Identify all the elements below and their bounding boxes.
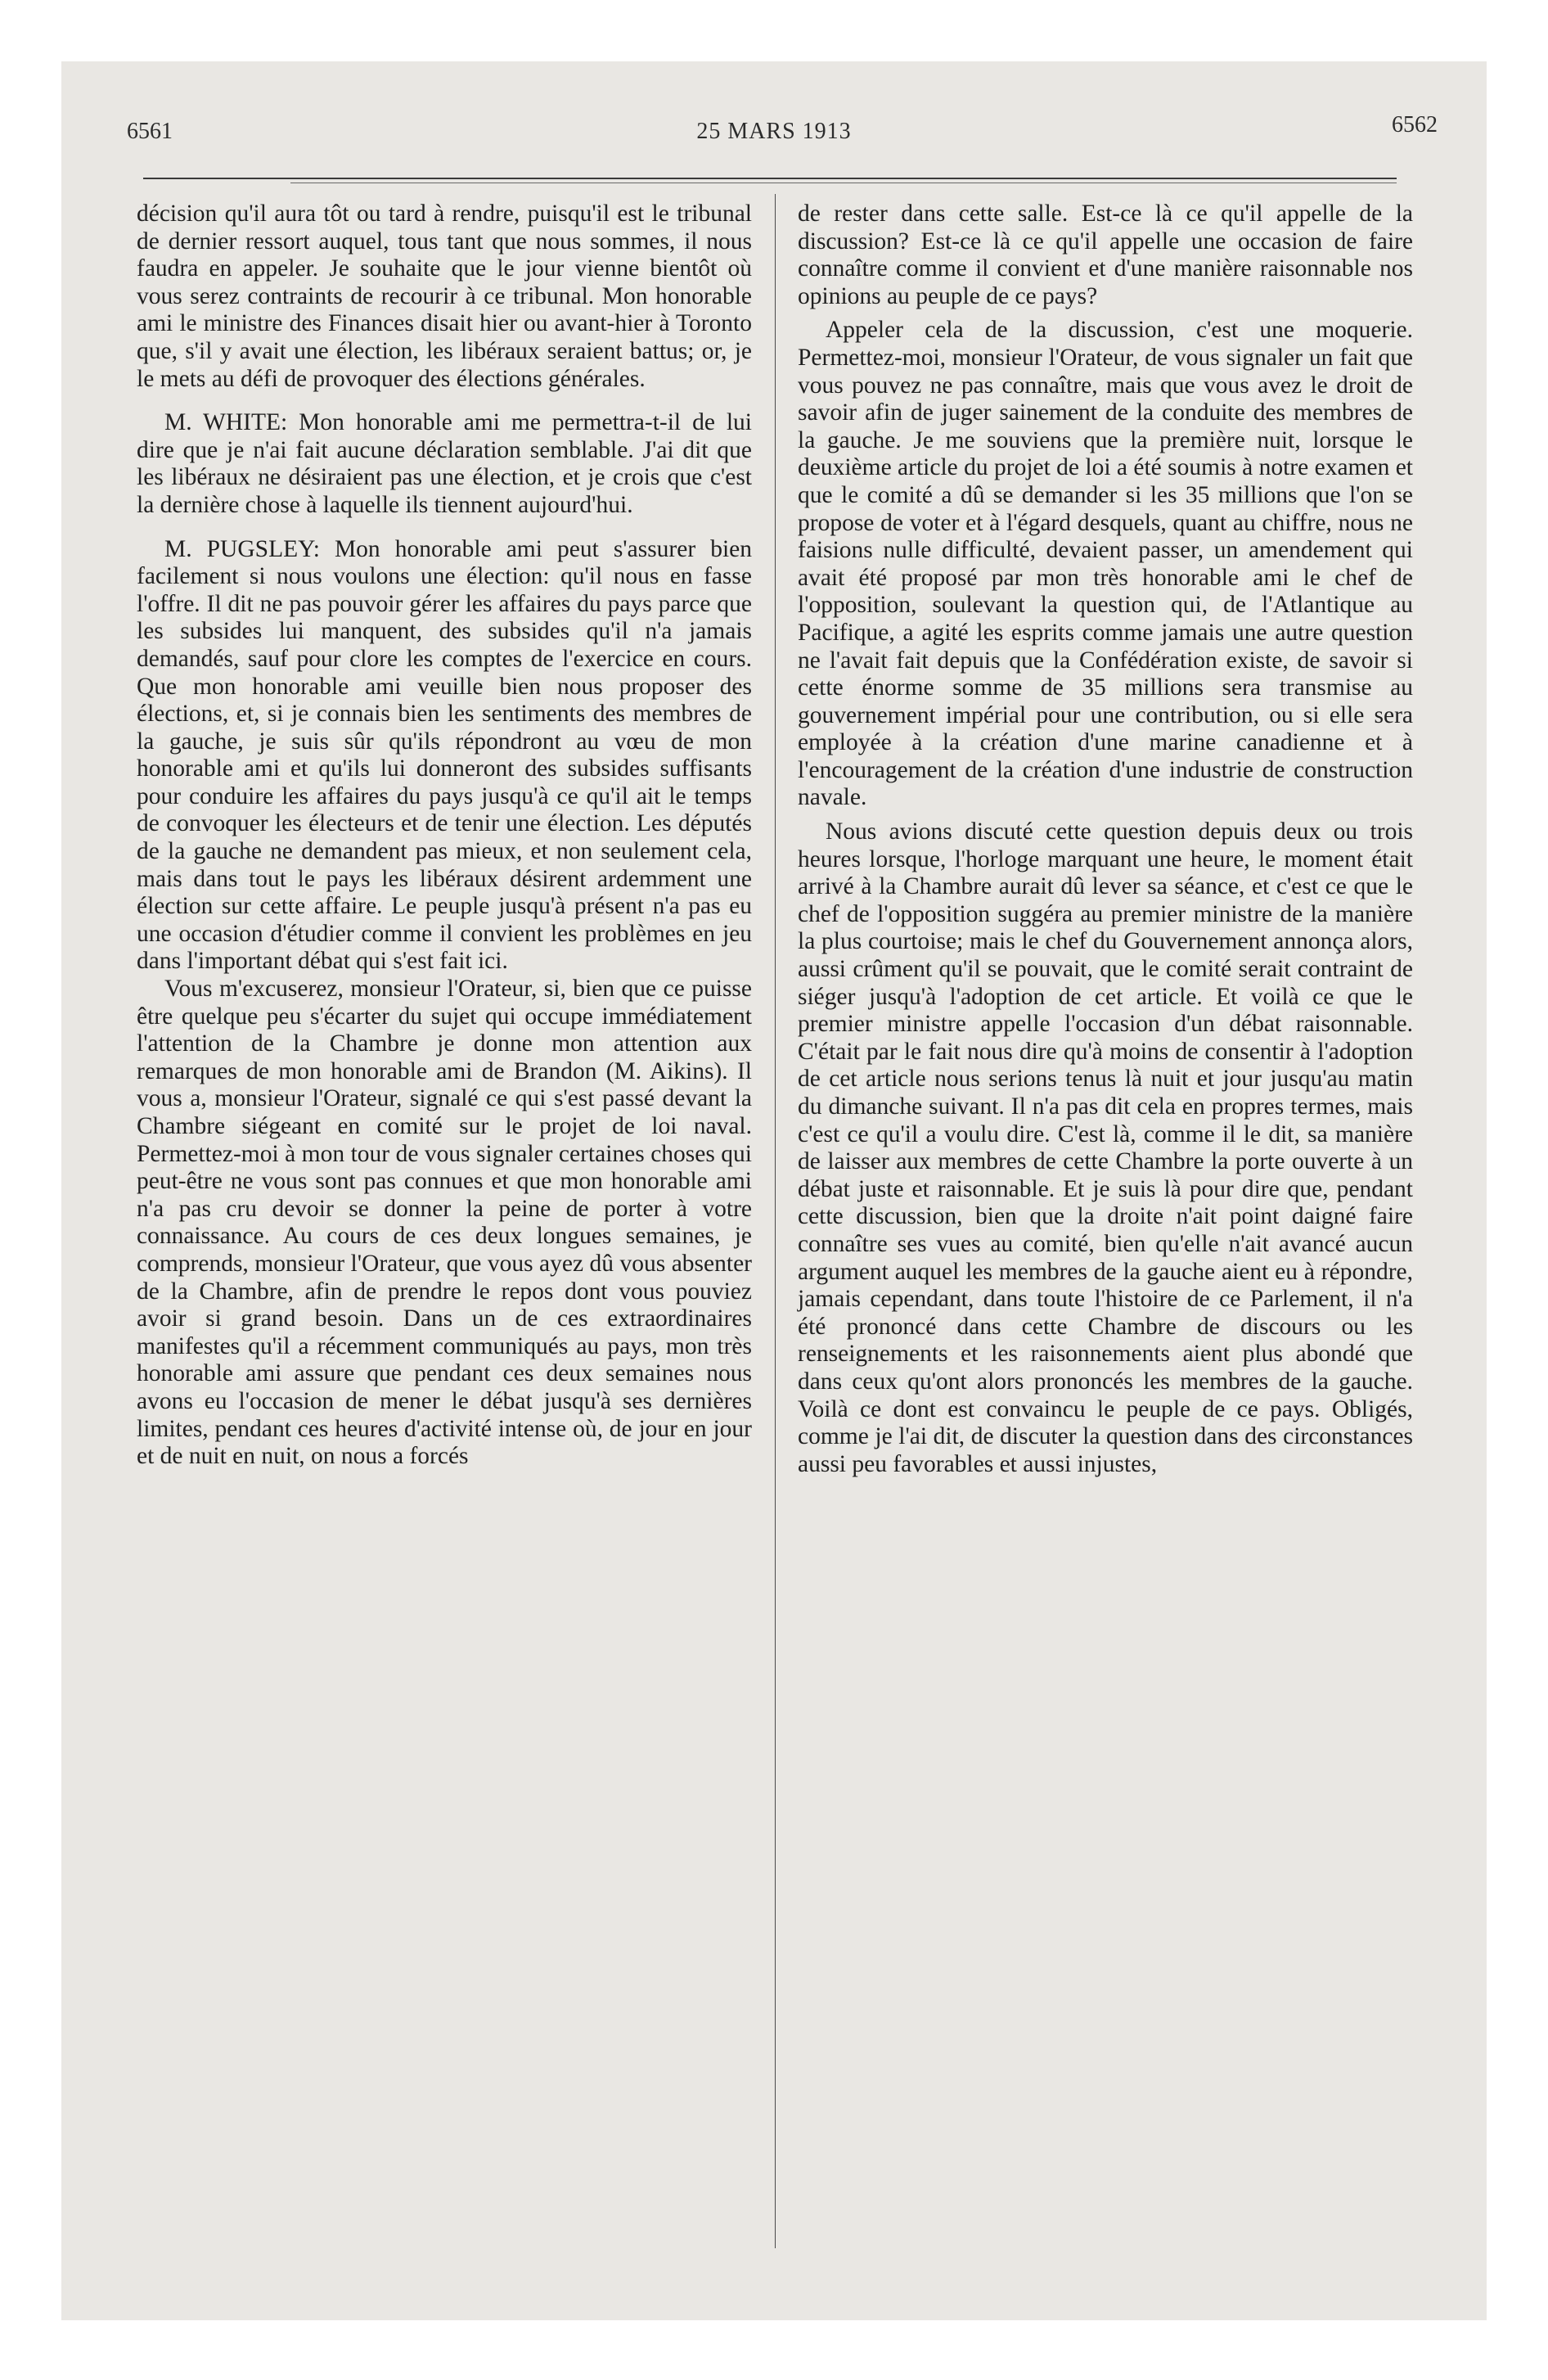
paragraph: décision qu'il aura tôt ou tard à rendre, puisqu'il est le tribunal de dernier ressort auquel, tous tant que nous sommes, il nous faudra en appeler. Je souhaite que le jour vienne bientôt où vous serez contraints de recourir à ce tribunal. Mon honorable ami le ministre des Finances disait hier ou avant-hier à Toronto que, s'il y avait une élection, les libéraux seraient battus; or, je le mets au défi de provoquer des élections générales. [137, 201, 752, 392]
header-rule [143, 178, 1397, 179]
page-number-left: 6561 [127, 119, 173, 144]
page-header [94, 112, 1454, 151]
left-column [137, 201, 752, 1471]
paragraph: M. PUGSLEY: Mon honorable ami peut s'assurer bien facilement si nous voulons une élection: qu'il nous en fasse l'offre. Il dit ne pas pouvoir gérer les affaires du pays parce que les subsides lui manquent, des subsides qu'il n'a jamais demandés, sauf pour clore les comptes de l'exercice en cours. Que mon honorable ami veuille bien nous proposer des élections, et, si je connais bien les sentiments des membres de la gauche, je suis sûr qu'ils répondront au vœu de mon honorable ami et qu'ils lui donneront des subsides suffisants pour conduire les affaires du pays jusqu'à ce qu'il ait le temps de convoquer les électeurs et de tenir une élection. Les députés de la gauche ne demandent pas mieux, et non seulement cela, mais dans tout le pays les libéraux désirent ardemment une élection sur cette affaire. Le peuple jusqu'à présent n'a pas eu une occasion d'étudier comme il convient les problèmes en jeu dans l'important débat qui s'est fait ici. [137, 535, 752, 975]
scanned-page [61, 61, 1487, 2320]
paragraph: M. WHITE: Mon honorable ami me permettra-t-il de lui dire que je n'ai fait aucune déclaration semblable. J'ai dit que les libéraux ne désiraient pas une élection, et je crois que c'est la dernière chose à laquelle ils tiennent aujourd'hui. [137, 409, 752, 518]
page-number-right: 6562 [1392, 112, 1438, 137]
page-date: 25 MARS 1913 [696, 119, 852, 144]
paragraph: de rester dans cette salle. Est-ce là ce qu'il appelle de la discussion? Est-ce là ce qu'il appelle une occasion de faire connaître comme il convient et d'une manière raisonnable nos opinions au peuple de ce pays? [798, 201, 1413, 309]
right-column [798, 201, 1413, 1478]
paragraph: Vous m'excuserez, monsieur l'Orateur, si, bien que ce puisse être quelque peu s'écarter du sujet qui occupe immédiatement l'attention de la Chambre je donne mon attention aux remarques de mon honorable ami de Brandon (M. Aikins). Il vous a, monsieur l'Orateur, signalé ce qui s'est passé devant la Chambre siégeant en comité sur le projet de loi naval. Permettez-moi à mon tour de vous signaler certaines choses qui peut-être ne vous sont pas connues et que mon honorable ami n'a pas cru devoir se donner la peine de porter à votre connaissance. Au cours de ces deux longues semaines, je comprends, monsieur l'Orateur, que vous ayez dû vous absenter de la Chambre, afin de prendre le repos dont vous pouviez avoir si grand besoin. Dans un de ces extraordinaires manifestes qu'il a récemment communiqués au pays, mon très honorable ami assure que pendant ces deux semaines nous avons eu l'occasion de mener le débat jusqu'à ses dernières limites, pendant ces heures d'activité intense où, de jour en jour et de nuit en nuit, on nous a forcés [137, 976, 752, 1470]
paragraph: Appeler cela de la discussion, c'est une moquerie. Permettez-moi, monsieur l'Orateur, de vous signaler un fait que vous pouvez ne pas connaître, mais que vous avez le droit de savoir afin de juger sainement de la conduite des membres de la gauche. Je me souviens que la première nuit, lorsque le deuxième article du projet de loi a été soumis à notre examen et que le comité a dû se demander si les 35 millions que l'on se propose de voter et à l'égard desquels, quant au chiffre, nous ne faisions nulle difficulté, devaient passer, un amendement qui avait été proposé par mon très honorable ami le chef de l'opposition, soulevant la question qui, de l'Atlantique au Pacifique, a agité les esprits comme jamais une autre question ne l'avait fait depuis que la Confédération existe, de savoir si cette énorme somme de 35 millions sera transmise au gouvernement impérial pour une contribution, ou si elle sera employée à la création d'une marine canadienne et à l'encouragement de la création d'une industrie de construction navale. [798, 317, 1413, 811]
column-divider [775, 194, 776, 2248]
paragraph: Nous avions discuté cette question depuis deux ou trois heures lorsque, l'horloge marquant une heure, le moment était arrivé à la Chambre aurait dû lever sa séance, et c'est ce que le chef de l'opposition suggéra au premier ministre de la manière la plus courtoise; mais le chef du Gouvernement annonça alors, aussi crûment qu'il se pouvait, que le comité serait contraint de siéger jusqu'à l'adoption de cet article. Et voilà ce que le premier ministre appelle l'occasion d'un débat raisonnable. C'était par le fait nous dire qu'à moins de consentir à l'adoption de cet article nous serions tenus là nuit et jour jusqu'au matin du dimanche suivant. Il n'a pas dit cela en propres termes, mais c'est ce qu'il a voulu dire. C'est là, comme il le dit, sa manière de laisser aux membres de cette Chambre la porte ouverte à un débat juste et raisonnable. Et je suis là pour dire que, pendant cette discussion, bien que la droite n'ait point daigné faire connaître ses vues au comité, bien qu'elle n'ait avancé aucun argument auquel les membres de la gauche aient eu à répondre, jamais cependant, dans toute l'histoire de ce Parlement, il n'a été prononcé dans cette Chambre de discours ou les renseignements et les raisonnements aient plus abondé que dans ceux qu'ont alors prononcés les membres de la gauche. Voilà ce dont est convaincu le peuple de ce pays. Obligés, comme je l'ai dit, de discuter la question dans des circonstances aussi peu favorables et aussi injustes, [798, 818, 1413, 1477]
